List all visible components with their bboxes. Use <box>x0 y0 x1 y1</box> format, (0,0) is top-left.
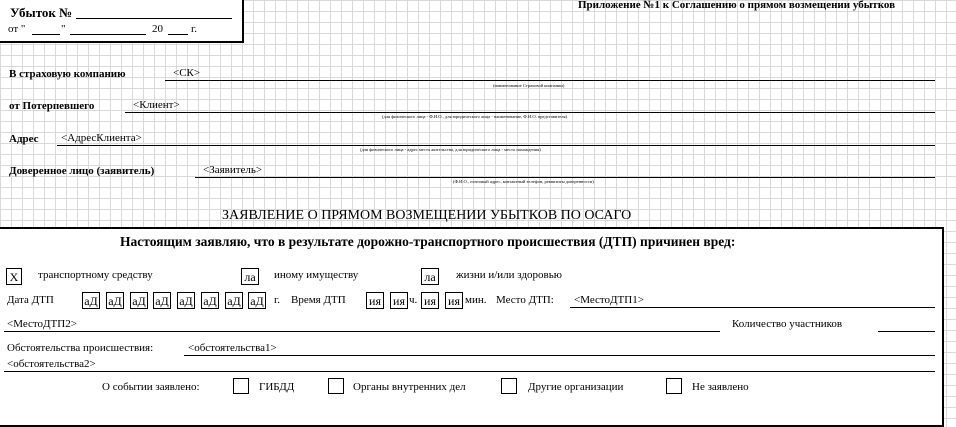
insurer-line <box>165 80 935 81</box>
hour-digit-cell[interactable]: ия <box>366 292 384 309</box>
date-digit-cell[interactable]: аД <box>153 292 171 309</box>
accident-year-suffix: г. <box>274 294 281 306</box>
accident-date-label: Дата ДТП <box>7 294 54 306</box>
victim-hint: (для физического лица - Ф.И.О., для юридического лица - наименование, Ф.И.О. представителя) <box>382 114 568 119</box>
circumstances-label: Обстоятельства происшествия: <box>7 342 154 354</box>
reported-other-label: Другие организации <box>528 381 624 393</box>
reported-police-checkbox[interactable] <box>328 378 344 394</box>
reported-other-checkbox[interactable] <box>501 378 517 394</box>
victim-value[interactable]: <Клиент> <box>133 99 180 111</box>
date-month-line <box>70 34 146 35</box>
date-digit-cell[interactable]: аД <box>82 292 100 309</box>
participants-label: Количество участников <box>732 318 843 330</box>
property-damage-label: иному имуществу <box>274 269 359 281</box>
year-prefix: 20 <box>152 23 163 35</box>
page-title: ЗАЯВЛЕНИЕ О ПРЯМОМ ВОЗМЕЩЕНИИ УБЫТКОВ ПО ОСАГО <box>222 208 632 223</box>
health-damage-label: жизни и/или здоровью <box>456 269 562 281</box>
reported-label: О событии заявлено: <box>102 381 200 393</box>
minute-digit-cell[interactable]: ия <box>445 292 463 309</box>
address-hint: (для физического лица - адрес места жительства, для юридического лица - место нахождения) <box>360 147 541 152</box>
reported-none-label: Не заявлено <box>692 381 749 393</box>
declaration-text: Настоящим заявляю, что в результате дорожно-транспортного происшествия (ДТП) причинен вред: <box>120 234 736 249</box>
reported-none-checkbox[interactable] <box>666 378 682 394</box>
date-digit-cell[interactable]: аД <box>248 292 266 309</box>
proxy-hint: (Ф.И.О., почтовый адрес, контактный телефон, реквизиты доверенности) <box>453 179 594 184</box>
insurer-value[interactable]: <СК> <box>173 67 201 79</box>
victim-label: от Потерпевшего <box>9 100 95 112</box>
reported-gibdd-checkbox[interactable] <box>233 378 249 394</box>
accident-place-value-2[interactable]: <МестоДТП2> <box>7 318 77 330</box>
proxy-value[interactable]: <Заявитель> <box>203 164 263 176</box>
loss-number-line <box>76 18 232 19</box>
vehicle-damage-checkbox[interactable]: X <box>6 268 22 285</box>
accident-place-label: Место ДТП: <box>496 294 554 306</box>
circumstances-value-2[interactable]: <обстоятельства2> <box>7 358 96 370</box>
victim-line <box>125 112 935 113</box>
circumstances-line-1 <box>184 355 935 356</box>
property-damage-checkbox[interactable]: ла <box>241 268 259 285</box>
vehicle-damage-label: транспортному средству <box>38 269 153 281</box>
minute-digit-cell[interactable]: ия <box>421 292 439 309</box>
proxy-label: Доверенное лицо (заявитель) <box>9 165 155 177</box>
minutes-suffix: мин. <box>465 294 487 306</box>
circumstances-value-1[interactable]: <обстоятельства1> <box>188 342 277 354</box>
accident-place-line-1 <box>570 307 935 308</box>
date-quote-close: " <box>61 23 66 35</box>
date-from-label: от " <box>8 23 26 35</box>
health-damage-checkbox[interactable]: ла <box>421 268 439 285</box>
loss-number-label: Убыток № <box>10 5 73 20</box>
reported-police-label: Органы внутренних дел <box>353 381 466 393</box>
date-year-line <box>168 34 188 35</box>
date-digit-cell[interactable]: аД <box>225 292 243 309</box>
insurer-label: В страховую компанию <box>9 68 126 80</box>
accident-place-line-2 <box>4 331 720 332</box>
address-value[interactable]: <АдресКлиента> <box>61 132 142 144</box>
appendix-title: Приложение №1 к Соглашению о прямом возмещении убытков <box>578 0 896 11</box>
reported-gibdd-label: ГИБДД <box>259 381 295 393</box>
hour-digit-cell[interactable]: ия <box>390 292 408 309</box>
date-digit-cell[interactable]: аД <box>201 292 219 309</box>
loss-number-box <box>0 0 244 43</box>
participants-line[interactable] <box>878 331 935 332</box>
year-suffix: г. <box>191 23 198 35</box>
accident-place-value-1[interactable]: <МестоДТП1> <box>574 294 644 306</box>
address-label: Адрес <box>9 133 39 145</box>
circumstances-line-2 <box>4 371 935 372</box>
proxy-line <box>195 177 935 178</box>
date-digit-cell[interactable]: аД <box>177 292 195 309</box>
date-digit-cell[interactable]: аД <box>106 292 124 309</box>
date-digit-cell[interactable]: аД <box>130 292 148 309</box>
accident-time-label: Время ДТП <box>291 294 346 306</box>
hours-suffix: ч. <box>409 294 418 306</box>
address-line <box>57 145 935 146</box>
insurer-hint: (наименование Страховой компании) <box>493 83 565 88</box>
date-day-line <box>32 34 60 35</box>
